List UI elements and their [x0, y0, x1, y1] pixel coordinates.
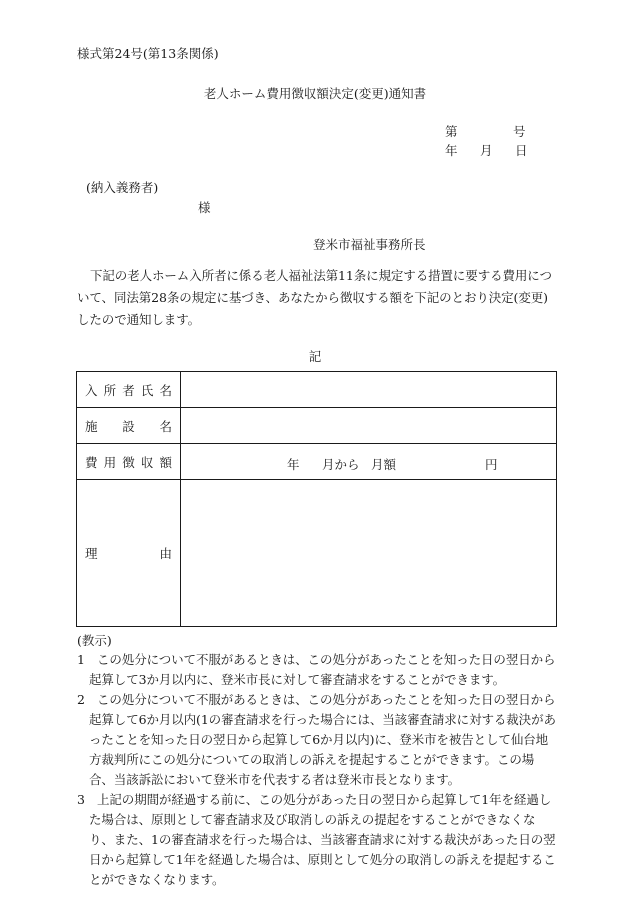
- table-row-reason: [77, 480, 557, 627]
- fee-from-month-label: 月から: [322, 457, 360, 472]
- form-number: 様式第24号(第13条関係): [77, 46, 219, 61]
- fee-value: [181, 444, 557, 480]
- instruction-item-number: 2: [77, 692, 85, 707]
- document-number-suffix: 号: [513, 124, 526, 139]
- notice-body: 下記の老人ホーム入所者に係る老人福祉法第11条に規定する措置に要する費用について、同法第28条の規定に基づき、あなたから徴収する額を下記のとおり決定(変更)したので通知します。: [77, 268, 552, 327]
- date-year-label: 年: [445, 143, 458, 158]
- table-row-facility: [77, 408, 557, 444]
- fee-yen-label: 円: [485, 457, 498, 472]
- document-title: 老人ホーム費用徴収額決定(変更)通知書: [203, 86, 427, 101]
- instruction-item-number: 1: [77, 652, 85, 667]
- payer-label: (納入義務者): [86, 180, 159, 195]
- reason-value: [181, 480, 557, 627]
- issuer-name: 登米市福祉事務所長: [313, 237, 426, 252]
- table-row-fee: [77, 444, 557, 480]
- instruction-heading: (教示): [77, 633, 112, 648]
- document-number-prefix: 第: [445, 124, 458, 139]
- date-month-label: 月: [480, 143, 493, 158]
- addressee-honorific: 様: [198, 200, 211, 215]
- date-day-label: 日: [515, 143, 528, 158]
- table-row-resident-name: [77, 372, 557, 408]
- instruction-item-number: 3: [77, 792, 85, 807]
- instruction-item-text: 上記の期間が経過する前に、この処分があった日の翌日から起算して1年を経過した場合は、原則として審査請求及び取消しの訴えの提起をすることができなくなり、また、1の審査請求を行った場合は、当該審査請求に対する裁決があった日の翌日から起算して1年を経過した場合は、原則として処分の取消しの訴えを提起することができなくなります。: [89, 792, 556, 887]
- fee-year-label: 年: [287, 457, 300, 472]
- ki-heading: 記: [308, 349, 322, 364]
- instruction-item-text: この処分について不服があるときは、この処分があったことを知った日の翌日から起算して3か月以内に、登米市長に対して審査請求をすることができます。: [89, 652, 556, 687]
- resident-name-label: 入 所 者 氏 名: [77, 372, 181, 408]
- facility-label: 施 設 名: [77, 408, 181, 444]
- fee-monthly-label: 月額: [371, 457, 397, 472]
- resident-name-value: [181, 372, 557, 408]
- reason-label: 理 由: [77, 480, 181, 627]
- fee-label: 費 用 徴 収 額: [77, 444, 181, 480]
- facility-value: [181, 408, 557, 444]
- instruction-item-text: この処分について不服があるときは、この処分があったことを知った日の翌日から起算して6か月以内(1の審査請求を行った場合には、当該審査請求に対する裁決があったことを知った日の翌日から起算して6か月以内)に、登米市を被告として仙台地方裁判所にこの処分についての取消しの訴えを提起することができます。この場合、当該訴訟において登米市を代表する者は登米市長となります。: [89, 692, 556, 787]
- details-table: [76, 371, 557, 627]
